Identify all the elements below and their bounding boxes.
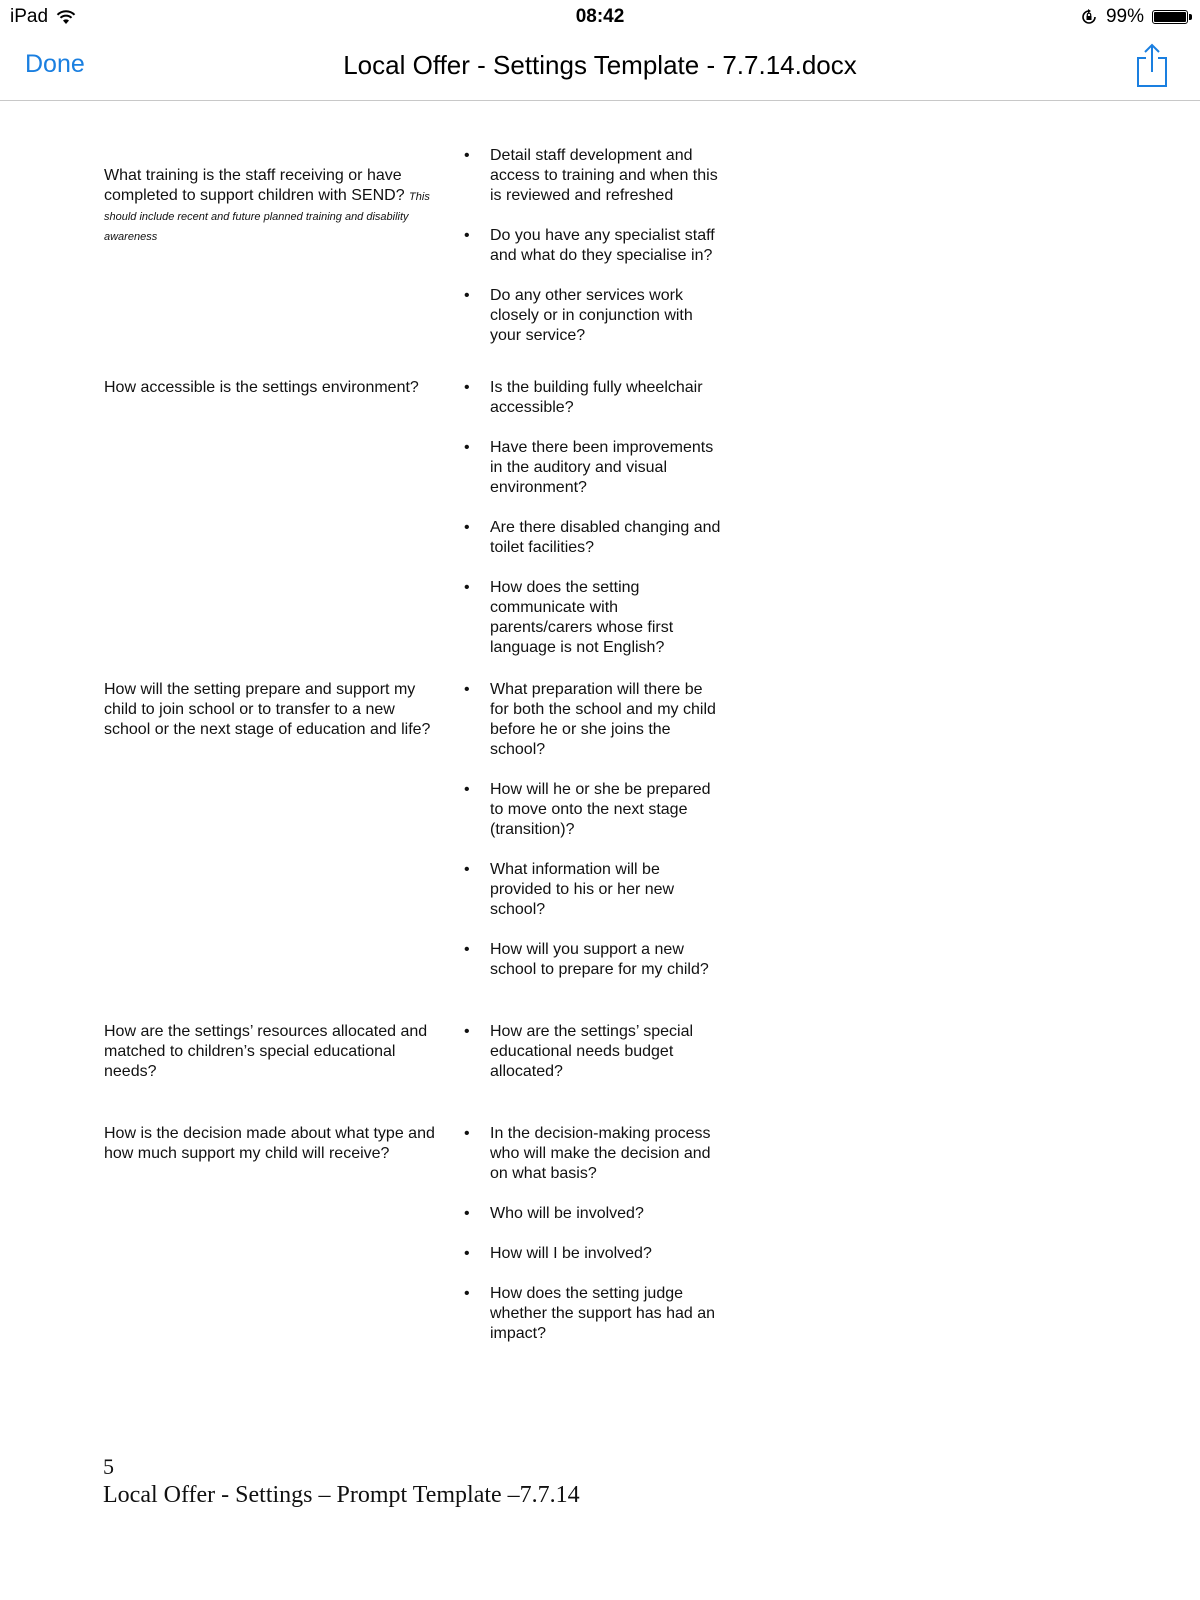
- prompt-list: [464, 1124, 724, 1364]
- list-item: [464, 226, 724, 266]
- list-item: [464, 1284, 724, 1344]
- bullet-icon: •: [464, 519, 470, 536]
- list-item: [464, 1022, 724, 1082]
- bullet-icon: •: [464, 681, 470, 698]
- list-item: [464, 378, 724, 418]
- question-text: What training is the staff receiving or have completed to support children with SEND?: [104, 167, 405, 204]
- list-item-text: How will I be involved?: [490, 1245, 652, 1262]
- document-body: [104, 146, 724, 1364]
- list-item-text: How will you support a new school to prepare for my child?: [490, 941, 709, 978]
- question-cell: [104, 1124, 444, 1364]
- battery-icon: [1152, 10, 1188, 24]
- list-item: [464, 286, 724, 346]
- bullet-icon: •: [464, 781, 470, 798]
- list-item-text: How will he or she be prepared to move onto the next stage (transition)?: [490, 781, 711, 838]
- status-bar: [0, 0, 1200, 32]
- prompt-list: [464, 378, 724, 680]
- list-item: [464, 940, 724, 980]
- question-cell: [104, 378, 444, 680]
- list-item-text: Do you have any specialist staff and what do they specialise in?: [490, 227, 715, 264]
- question-note: This should include recent and future planned training and disability awareness: [104, 191, 430, 243]
- battery-percent: 99%: [1105, 6, 1144, 27]
- device-name: iPad: [10, 6, 49, 27]
- list-item: [464, 1204, 724, 1224]
- prompt-list: [464, 680, 724, 1022]
- battery-level: [1154, 12, 1186, 22]
- share-icon[interactable]: [1134, 42, 1170, 88]
- question-cell: [104, 146, 444, 366]
- question-text: How accessible is the settings environment?: [104, 379, 419, 396]
- done-button[interactable]: Done: [25, 50, 85, 78]
- list-item: [464, 518, 724, 558]
- list-item: [464, 1124, 724, 1184]
- list-item-text: In the decision-making process who will make the decision and on what basis?: [490, 1125, 711, 1182]
- list-item-text: Is the building fully wheelchair accessible?: [490, 379, 703, 416]
- bullet-icon: •: [464, 1125, 470, 1142]
- list-item: [464, 680, 724, 760]
- table-row: [104, 1124, 724, 1364]
- table-row: [104, 146, 724, 366]
- table-row: [104, 680, 724, 1022]
- list-item-text: What information will be provided to his or her new school?: [490, 861, 675, 918]
- prompt-list: [464, 146, 724, 366]
- question-text: How is the decision made about what type and how much support my child will receive?: [104, 1125, 435, 1162]
- list-item-text: How does the setting judge whether the support has had an impact?: [490, 1285, 716, 1342]
- bullet-icon: •: [464, 1285, 470, 1302]
- status-time: 08:42: [575, 6, 625, 27]
- bullet-icon: •: [464, 861, 470, 878]
- bullet-icon: •: [464, 379, 470, 396]
- question-text: How are the settings’ resources allocated and matched to children’s special educational needs?: [104, 1023, 428, 1080]
- list-item-text: How are the settings’ special educational needs budget allocated?: [490, 1023, 694, 1080]
- bullet-icon: •: [464, 147, 470, 164]
- table-row: [104, 378, 724, 680]
- list-item: [464, 578, 724, 658]
- list-item-text: Are there disabled changing and toilet facilities?: [490, 519, 721, 556]
- list-item: [464, 860, 724, 920]
- list-item-text: How does the setting communicate with parents/carers whose first language is not English?: [490, 579, 674, 656]
- bullet-icon: •: [464, 941, 470, 958]
- document-footer: [103, 1454, 580, 1510]
- list-item: [464, 780, 724, 840]
- bullet-icon: •: [464, 1245, 470, 1262]
- list-item-text: What preparation will there be for both the school and my child before he or she joins the school?: [490, 681, 716, 758]
- list-item: [464, 146, 724, 206]
- list-item: [464, 1244, 724, 1264]
- nav-bar: [0, 32, 1200, 101]
- list-item-text: Have there been improvements in the auditory and visual environment?: [490, 439, 714, 496]
- list-item-text: Do any other services work closely or in conjunction with your service?: [490, 287, 693, 344]
- list-item: [464, 438, 724, 498]
- question-text: How will the setting prepare and support my child to join school or to transfer to a new school or the next stage of education and life?: [104, 681, 431, 738]
- bullet-icon: •: [464, 579, 470, 596]
- page-number: 5: [103, 1454, 114, 1479]
- bullet-icon: •: [464, 1205, 470, 1222]
- prompt-list: [464, 1022, 724, 1124]
- list-item-text: Who will be involved?: [490, 1205, 644, 1222]
- bullet-icon: •: [464, 1023, 470, 1040]
- rotation-lock-icon: [1080, 8, 1098, 26]
- bullet-icon: •: [464, 227, 470, 244]
- table-row: [104, 1022, 724, 1124]
- status-right: [1080, 6, 1188, 28]
- document-title: Local Offer - Settings Template - 7.7.14.docx: [343, 50, 857, 80]
- footer-text: Local Offer - Settings – Prompt Template –7.7.14: [103, 1482, 580, 1508]
- question-cell: [104, 680, 444, 1022]
- bullet-icon: •: [464, 439, 470, 456]
- bullet-icon: •: [464, 287, 470, 304]
- list-item-text: Detail staff development and access to training and when this is reviewed and refreshed: [490, 147, 718, 204]
- question-cell: [104, 1022, 444, 1124]
